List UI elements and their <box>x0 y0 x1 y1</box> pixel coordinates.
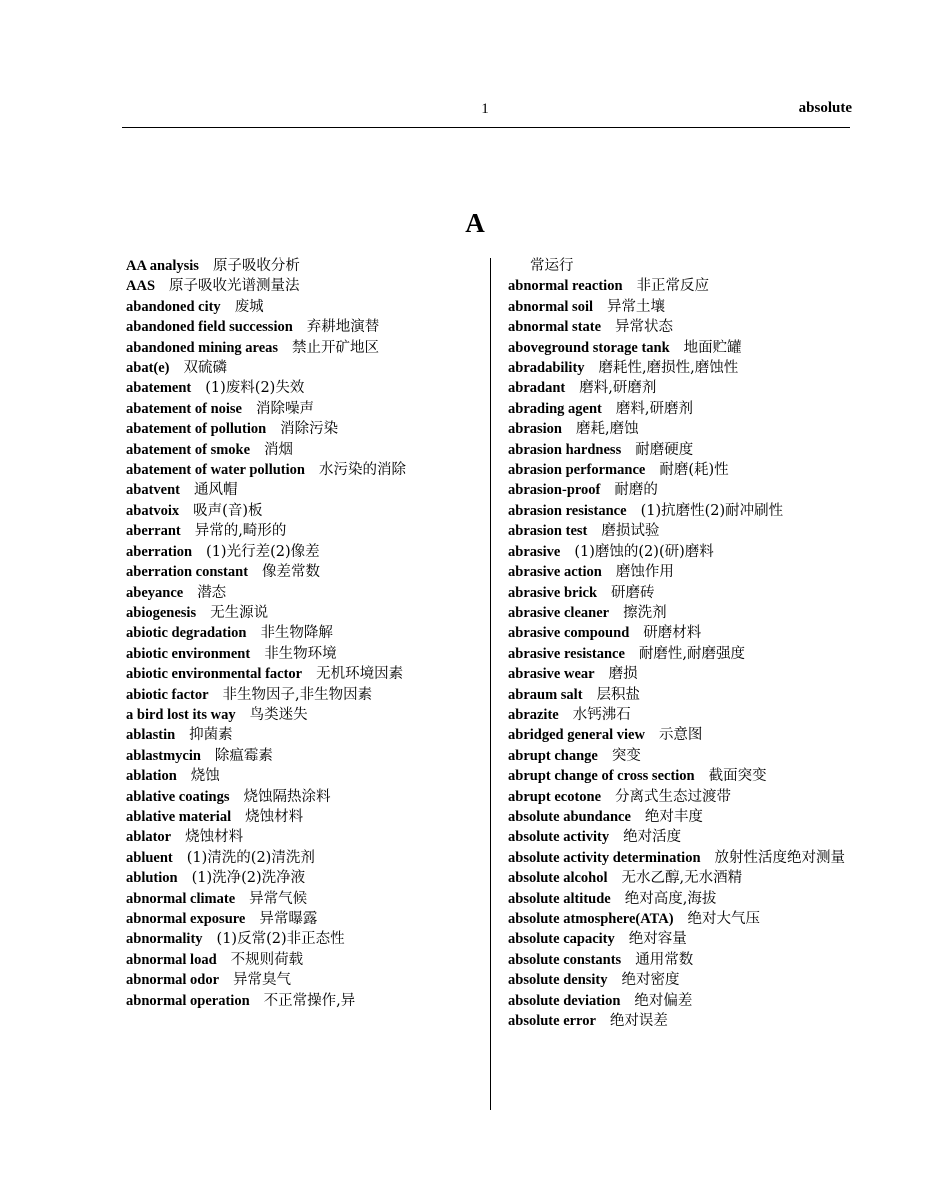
dictionary-entry <box>126 521 476 541</box>
entry-definition: 研磨砖 <box>611 584 655 601</box>
dictionary-entry <box>126 562 476 582</box>
entry-definition: 绝对容量 <box>628 931 687 948</box>
entry-term: absolute activity <box>508 829 610 846</box>
dictionary-entry <box>126 256 476 276</box>
entry-term: abiotic environmental factor <box>126 666 303 683</box>
entry-definition: (1)抗磨性(2)耐冲刷性 <box>640 502 784 519</box>
dictionary-entry <box>508 419 863 439</box>
entry-term: abiotic environment <box>126 645 251 662</box>
header-rule <box>122 127 850 128</box>
entry-definition: 通风帽 <box>193 482 238 499</box>
entry-definition: 潜态 <box>197 584 227 601</box>
entry-term: ablution <box>126 870 178 887</box>
section-letter: A <box>465 208 485 238</box>
dictionary-entry <box>126 766 476 786</box>
entry-term: abnormal state <box>508 319 602 336</box>
entry-term: abat(e) <box>126 360 170 377</box>
entry-term: ablative coatings <box>126 788 230 805</box>
entry-term: abridged general view <box>508 727 645 744</box>
entry-definition: (1)洗净(2)洗净液 <box>191 870 306 887</box>
entry-term: abiotic degradation <box>126 625 247 642</box>
entry-definition: 消除污染 <box>280 421 339 438</box>
dictionary-entry <box>508 950 863 970</box>
dictionary-entry <box>126 440 476 460</box>
entry-definition: 磨耗,磨蚀 <box>576 421 639 438</box>
entry-term: absolute capacity <box>508 931 615 948</box>
dictionary-entry <box>126 623 476 643</box>
dictionary-entry <box>126 338 476 358</box>
entry-term: abnormal exposure <box>126 911 246 927</box>
dictionary-entry <box>126 480 476 500</box>
entry-term: aboveground storage tank <box>508 339 670 356</box>
dictionary-entry <box>508 480 863 500</box>
entry-definition: 绝对密度 <box>621 972 680 989</box>
entry-definition: 通用常数 <box>635 951 694 968</box>
entry-definition: 层积盐 <box>596 686 641 703</box>
entry-term: aberrant <box>126 523 181 540</box>
dictionary-entry <box>508 991 863 1011</box>
entry-definition: 绝对高度,海拔 <box>624 890 717 907</box>
entry-term: abrasion performance <box>508 462 646 479</box>
entry-term: abrasion-proof <box>508 482 601 499</box>
dictionary-entry <box>508 317 863 337</box>
entry-definition: (1)光行差(2)像差 <box>206 543 320 560</box>
dictionary-entry <box>508 970 863 990</box>
entry-definition: (1)反常(2)非正态性 <box>216 931 345 948</box>
entry-term: abnormal soil <box>508 298 593 315</box>
entry-definition: 绝对误差 <box>609 1013 668 1030</box>
dictionary-entry <box>508 440 863 460</box>
entry-term: abrazite <box>508 706 559 723</box>
dictionary-entry <box>126 685 476 705</box>
dictionary-entry <box>508 685 863 705</box>
dictionary-entry <box>126 827 476 847</box>
entry-term: abrasion test <box>508 523 588 540</box>
entry-term: abluent <box>126 849 173 866</box>
dictionary-entry <box>126 501 476 521</box>
entry-definition: 异常土壤 <box>607 298 665 315</box>
dictionary-entry <box>508 460 863 480</box>
right-column <box>508 256 863 1031</box>
entry-definition: 磨蚀作用 <box>615 564 674 581</box>
entry-term: abeyance <box>126 584 184 601</box>
entry-definition: 异常状态 <box>615 319 674 336</box>
entry-term: abandoned city <box>126 298 221 315</box>
dictionary-entry <box>508 787 863 807</box>
entry-term: abnormal odor <box>126 972 220 989</box>
dictionary-entry <box>126 746 476 766</box>
entry-definition: 绝对活度 <box>623 829 682 846</box>
guide-word: absolute <box>798 100 852 116</box>
entry-definition: 废城 <box>234 298 264 315</box>
entry-definition: 烧蚀材料 <box>185 829 244 846</box>
dictionary-entry <box>126 807 476 827</box>
entry-definition: 无生源说 <box>210 604 269 621</box>
left-column <box>126 256 476 1011</box>
dictionary-entry <box>126 991 476 1011</box>
entry-definition: 磨损试验 <box>601 523 660 540</box>
entry-definition: 非正常反应 <box>636 278 710 295</box>
dictionary-entry <box>508 827 863 847</box>
entry-term: abrasive cleaner <box>508 604 610 621</box>
entry-term: abandoned field succession <box>126 319 293 336</box>
entry-term: ablastin <box>126 727 176 744</box>
entry-term: abrasion <box>508 421 562 438</box>
entry-definition: (1)清洗的(2)清洗剂 <box>186 849 315 866</box>
entry-term: abiotic factor <box>126 686 209 703</box>
dictionary-entry <box>508 889 863 909</box>
entry-term: aberration constant <box>126 564 249 581</box>
dictionary-entry <box>126 460 476 480</box>
entry-term: absolute constants <box>508 951 622 968</box>
entry-term: abrasive action <box>508 564 602 581</box>
dictionary-entry <box>508 664 863 684</box>
entry-definition: 磨耗性,磨损性,磨蚀性 <box>598 360 739 377</box>
dictionary-entry <box>126 542 476 562</box>
entry-definition: 耐磨的 <box>614 482 658 499</box>
entry-term: abrasion hardness <box>508 441 622 458</box>
entry-definition: 异常气候 <box>249 890 308 907</box>
dictionary-entry <box>508 378 863 398</box>
entry-definition: 水钙沸石 <box>572 706 631 723</box>
dictionary-entry <box>126 970 476 990</box>
entry-definition: 不规则荷载 <box>230 951 304 968</box>
entry-definition: 原子吸收分析 <box>212 258 300 274</box>
entry-definition: 弃耕地演替 <box>306 319 380 336</box>
entry-term: abrupt change <box>508 747 598 764</box>
entry-definition: 研磨材料 <box>643 625 702 642</box>
dictionary-entry <box>508 358 863 378</box>
dictionary-entry <box>126 419 476 439</box>
entry-definition: 原子吸收光谱测量法 <box>169 278 300 295</box>
entry-term: abradability <box>508 360 585 377</box>
entry-definition: 无机环境因素 <box>316 666 404 683</box>
dictionary-entry <box>508 521 863 541</box>
dictionary-entry <box>508 766 863 786</box>
entry-definition: 消除噪声 <box>256 400 314 417</box>
dictionary-entry <box>508 705 863 725</box>
entry-term: absolute activity determination <box>508 849 701 866</box>
entry-term: abrasive <box>508 543 561 560</box>
entry-definition: 除瘟霉素 <box>214 747 273 764</box>
entry-term: abatement of pollution <box>126 421 267 438</box>
dictionary-entry <box>126 378 476 398</box>
entry-term: absolute density <box>508 972 608 989</box>
entry-term: absolute deviation <box>508 992 621 1009</box>
dictionary-entry <box>126 603 476 623</box>
dictionary-entry <box>126 644 476 664</box>
entry-definition: 水污染的消除 <box>318 462 406 479</box>
entry-definition: 非生物降解 <box>260 625 333 642</box>
dictionary-entry <box>126 317 476 337</box>
entry-term: abrupt ecotone <box>508 788 602 805</box>
entry-definition: 烧蚀 <box>190 768 220 785</box>
entry-definition: 烧蚀隔热涂料 <box>243 788 331 805</box>
dictionary-entry <box>126 950 476 970</box>
dictionary-entry <box>126 705 476 725</box>
entry-term: abnormal operation <box>126 992 250 1009</box>
dictionary-entry <box>508 562 863 582</box>
page-number: 1 <box>481 101 489 117</box>
entry-term: absolute altitude <box>508 890 611 907</box>
entry-term: abnormality <box>126 931 203 948</box>
entry-definition: 磨损 <box>608 666 638 683</box>
entry-definition: 消烟 <box>264 441 294 458</box>
entry-term: abnormal climate <box>126 890 236 907</box>
dictionary-entry <box>508 807 863 827</box>
entry-definition: 抑菌素 <box>189 727 233 744</box>
entry-term: absolute error <box>508 1013 596 1030</box>
entry-term: abnormal reaction <box>508 278 623 295</box>
dictionary-entry <box>508 1011 863 1031</box>
continuation-text: 常运行 <box>530 258 574 274</box>
entry-term: abatement of noise <box>126 400 242 417</box>
dictionary-entry <box>508 746 863 766</box>
entry-definition: 放射性活度绝对测量 <box>714 849 846 866</box>
entry-term: abatement <box>126 380 192 397</box>
entry-definition: 吸声(音)板 <box>193 502 263 519</box>
entry-term: AAS <box>126 278 156 295</box>
dictionary-entry <box>508 909 863 929</box>
entry-term: abrasive brick <box>508 584 598 601</box>
entry-definition: 鸟类迷失 <box>249 706 308 723</box>
entry-term: ablastmycin <box>126 747 201 764</box>
entry-term: abrasive wear <box>508 666 595 683</box>
entry-definition: 绝对偏差 <box>634 992 693 1009</box>
dictionary-entry <box>508 868 863 888</box>
dictionary-entry <box>126 889 476 909</box>
entry-definition: 异常臭气 <box>233 972 292 989</box>
entry-term: abandoned mining areas <box>126 339 279 356</box>
dictionary-entry <box>126 297 476 317</box>
column-divider <box>490 258 491 1110</box>
entry-term: ablation <box>126 768 177 785</box>
entry-definition: 突变 <box>611 747 641 764</box>
entry-definition: 非生物因子,非生物因素 <box>222 686 373 703</box>
entry-definition: 耐磨性,耐磨强度 <box>638 645 746 662</box>
entry-definition: 绝对大气压 <box>687 911 761 927</box>
dictionary-entry <box>126 583 476 603</box>
entry-definition: 不正常操作,异 <box>263 992 356 1009</box>
entry-definition: 地面贮罐 <box>683 339 742 356</box>
entry-term: abraum salt <box>508 686 583 703</box>
dictionary-entry <box>508 929 863 949</box>
entry-term: abrasive resistance <box>508 645 625 662</box>
entry-definition: 截面突变 <box>708 768 767 785</box>
entry-definition: 磨料,研磨剂 <box>615 400 693 417</box>
dictionary-entry <box>126 909 476 929</box>
entry-definition: 像差常数 <box>262 564 321 581</box>
entry-term: abatvent <box>126 482 180 499</box>
entry-definition: 烧蚀材料 <box>245 808 304 825</box>
entry-term: absolute atmosphere(ATA) <box>508 911 674 927</box>
entry-definition: 无水乙醇,无水酒精 <box>621 870 743 887</box>
dictionary-entry <box>508 644 863 664</box>
entry-definition: 非生物环境 <box>264 645 337 662</box>
entry-term: abrupt change of cross section <box>508 768 695 785</box>
dictionary-entry <box>126 787 476 807</box>
entry-term: abatement of water pollution <box>126 462 305 479</box>
dictionary-entry <box>126 358 476 378</box>
entry-term: a bird lost its way <box>126 706 236 723</box>
entry-definition: 耐磨(耗)性 <box>659 462 729 479</box>
entry-definition: 示意图 <box>658 727 703 744</box>
dictionary-entry <box>508 603 863 623</box>
dictionary-entry <box>508 542 863 562</box>
entry-term: abrading agent <box>508 400 602 417</box>
entry-definition: 绝对丰度 <box>644 808 703 825</box>
entry-term: abrasion resistance <box>508 502 627 519</box>
entry-term: abradant <box>508 380 566 397</box>
entry-term: abatvoix <box>126 502 180 519</box>
dictionary-entry <box>508 623 863 643</box>
dictionary-entry <box>508 399 863 419</box>
entry-term: aberration <box>126 543 193 560</box>
dictionary-entry <box>508 583 863 603</box>
dictionary-entry <box>126 929 476 949</box>
entry-term: abnormal load <box>126 951 217 968</box>
dictionary-entry <box>126 399 476 419</box>
entry-definition: 耐磨硬度 <box>635 441 694 458</box>
entry-definition: 异常的,畸形的 <box>194 523 287 540</box>
dictionary-entry <box>508 848 863 868</box>
dictionary-entry <box>126 868 476 888</box>
dictionary-entry <box>508 501 863 521</box>
dictionary-entry <box>126 848 476 868</box>
entry-term: ablative material <box>126 808 232 825</box>
entry-term: ablator <box>126 829 172 846</box>
entry-definition: 分离式生态过渡带 <box>615 788 732 805</box>
dictionary-entry <box>508 725 863 745</box>
entry-term: abrasive compound <box>508 625 630 642</box>
entry-term: abatement of smoke <box>126 441 251 458</box>
entry-term: AA analysis <box>126 258 199 274</box>
entry-definition: (1)磨蚀的(2)(研)磨料 <box>574 543 714 560</box>
entry-definition: 禁止开矿地区 <box>292 339 380 356</box>
dictionary-entry <box>126 664 476 684</box>
entry-term: abiogenesis <box>126 604 197 621</box>
entry-definition: (1)废料(2)失效 <box>205 380 305 397</box>
entry-definition: 异常曝露 <box>259 911 318 927</box>
entry-definition: 擦洗剂 <box>623 604 667 621</box>
dictionary-entry <box>508 276 863 296</box>
entry-term: absolute abundance <box>508 808 631 825</box>
entry-term: absolute alcohol <box>508 870 608 887</box>
entry-definition: 双硫磷 <box>183 360 227 377</box>
dictionary-entry <box>508 338 863 358</box>
dictionary-entry <box>126 725 476 745</box>
entry-definition: 磨料,研磨剂 <box>579 380 657 397</box>
dictionary-entry <box>508 297 863 317</box>
dictionary-entry <box>126 276 476 296</box>
